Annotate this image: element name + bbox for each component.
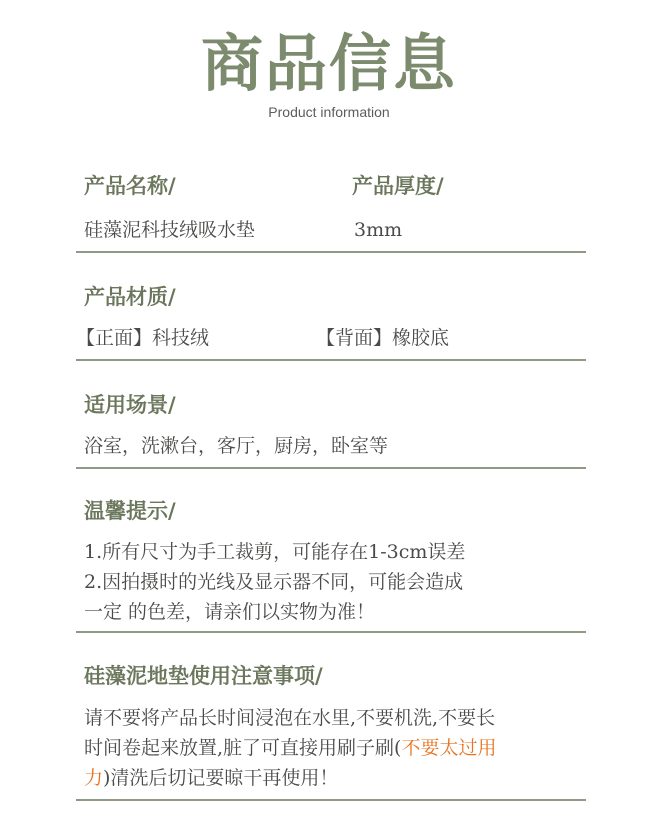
page-subtitle: Product information [268,104,390,120]
usage-notes-text [84,703,604,793]
divider [76,467,586,469]
tips-line: 一定 的色差，请亲们以实物为准！ [84,601,376,623]
usage-scenes-value: 浴室，洗漱台，客厅，厨房，卧室等 [84,435,389,457]
page-title: 商品信息 [200,27,457,100]
usage-notes-text-plain: 时间卷起来放置,脏了可直接用刷子刷( [84,737,402,759]
product-thickness-value: 3mm [354,219,403,241]
product-material-heading: 产品材质/ [84,285,176,309]
divider [76,631,586,633]
usage-notes-text-plain: )清洗后切记要晾干再使用！ [103,767,339,789]
product-thickness-heading: 产品厚度/ [352,174,444,198]
usage-scenes-heading: 适用场景/ [84,393,176,417]
usage-notes-line [84,733,604,763]
divider [76,359,586,361]
tips-text [84,537,604,627]
usage-notes-line [84,763,604,793]
tips-line: 1.所有尺寸为手工裁剪，可能存在1-3cm误差 [84,541,466,563]
tips-line: 2.因拍摄时的光线及显示器不同，可能会造成 [84,571,464,593]
divider [76,251,586,253]
material-front-value: 【正面】科技绒 [76,327,210,349]
usage-notes-line: 请不要将产品长时间浸泡在水里,不要机洗,不要长 [84,707,496,729]
usage-notes-highlight: 不要太过用 [401,737,497,759]
tips-heading: 温馨提示/ [84,499,176,523]
product-name-value: 硅藻泥科技绒吸水垫 [84,219,256,241]
usage-notes-highlight: 力 [84,767,104,789]
material-back-value: 【背面】橡胶底 [316,327,450,349]
divider [76,799,586,801]
usage-notes-heading: 硅藻泥地垫使用注意事项/ [84,664,323,688]
product-name-heading: 产品名称/ [84,174,176,198]
